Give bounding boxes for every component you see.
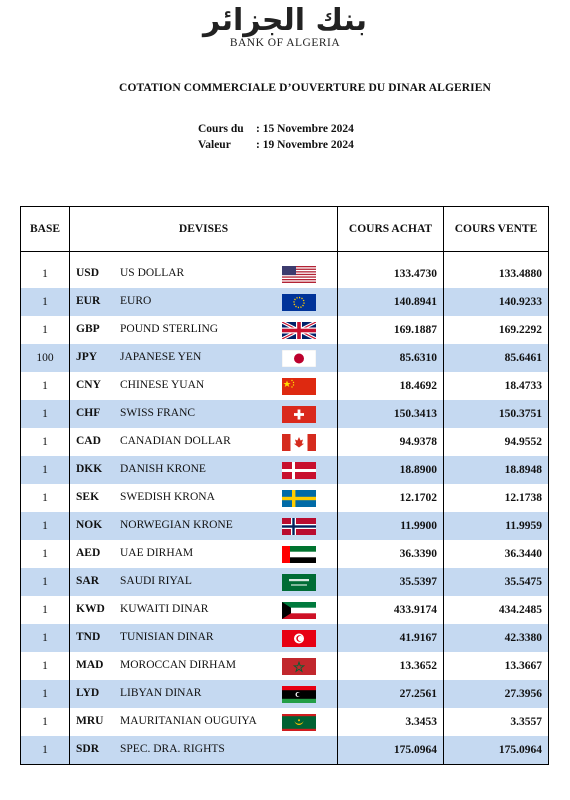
cell-cours-achat: 27.2561 bbox=[338, 680, 444, 708]
currency-name: EURO bbox=[120, 295, 152, 307]
cell-cours-achat: 11.9900 bbox=[338, 512, 444, 540]
table-header-row bbox=[21, 207, 549, 252]
table-row bbox=[21, 372, 549, 400]
table-row bbox=[21, 316, 549, 344]
currency-code: CAD bbox=[76, 435, 101, 447]
cell-cours-vente: 11.9959 bbox=[444, 512, 549, 540]
currency-name: MOROCCAN DIRHAM bbox=[120, 659, 236, 671]
denmark-flag-icon bbox=[282, 462, 316, 479]
currency-code: SDR bbox=[76, 743, 100, 755]
currency-name: DANISH KRONE bbox=[120, 463, 206, 475]
cell-cours-achat: 150.3413 bbox=[338, 400, 444, 428]
cell-devise bbox=[70, 400, 338, 428]
cell-devise bbox=[70, 316, 338, 344]
cell-cours-vente: 42.3380 bbox=[444, 624, 549, 652]
header-cours-vente: COURS VENTE bbox=[444, 207, 549, 252]
currency-code: MRU bbox=[76, 715, 104, 727]
cell-devise bbox=[70, 680, 338, 708]
morocco-flag-icon bbox=[282, 658, 316, 675]
valeur-label: Valeur bbox=[198, 139, 231, 151]
table-row bbox=[21, 400, 549, 428]
mauritania-flag-icon bbox=[282, 714, 316, 731]
currency-code: TND bbox=[76, 631, 101, 643]
cell-base: 1 bbox=[21, 624, 70, 652]
table-row bbox=[21, 624, 549, 652]
cours-label: Cours du bbox=[198, 123, 244, 135]
cell-cours-vente: 36.3440 bbox=[444, 540, 549, 568]
cell-cours-achat: 175.0964 bbox=[338, 736, 444, 765]
cell-devise bbox=[70, 344, 338, 372]
cell-devise bbox=[70, 260, 338, 288]
page-title: COTATION COMMERCIALE D’OUVERTURE DU DINAR ALGERIEN bbox=[119, 82, 491, 94]
tunisia-flag-icon bbox=[282, 630, 316, 647]
cell-cours-achat: 36.3390 bbox=[338, 540, 444, 568]
table-row bbox=[21, 652, 549, 680]
currency-code: CHF bbox=[76, 407, 101, 419]
saudi-flag-icon bbox=[282, 574, 316, 591]
cell-cours-vente: 140.9233 bbox=[444, 288, 549, 316]
cell-devise bbox=[70, 624, 338, 652]
uae-flag-icon bbox=[282, 546, 316, 563]
kuwait-flag-icon bbox=[282, 602, 316, 619]
cell-cours-vente: 133.4880 bbox=[444, 260, 549, 288]
table-row bbox=[21, 344, 549, 372]
currency-code: MAD bbox=[76, 659, 104, 671]
table-row bbox=[21, 736, 549, 765]
cell-base: 1 bbox=[21, 736, 70, 765]
cell-cours-achat: 13.3652 bbox=[338, 652, 444, 680]
valeur-value: : 19 Novembre 2024 bbox=[256, 139, 354, 151]
currency-code: LYD bbox=[76, 687, 100, 699]
cell-base: 1 bbox=[21, 372, 70, 400]
currency-name: JAPANESE YEN bbox=[120, 351, 202, 363]
bank-logo-arabic: بنك الجزائر bbox=[203, 3, 367, 38]
cell-base: 1 bbox=[21, 708, 70, 736]
cell-cours-vente: 18.4733 bbox=[444, 372, 549, 400]
cell-devise bbox=[70, 288, 338, 316]
header-cours-achat: COURS ACHAT bbox=[338, 207, 444, 252]
cell-base: 1 bbox=[21, 484, 70, 512]
japan-flag-icon bbox=[282, 350, 316, 367]
sweden-flag-icon bbox=[282, 490, 316, 507]
cell-cours-vente: 150.3751 bbox=[444, 400, 549, 428]
cell-devise bbox=[70, 512, 338, 540]
china-flag-icon bbox=[282, 378, 316, 395]
cell-cours-vente: 13.3667 bbox=[444, 652, 549, 680]
header-devises: DEVISES bbox=[70, 207, 338, 252]
cell-base: 1 bbox=[21, 260, 70, 288]
cell-cours-vente: 27.3956 bbox=[444, 680, 549, 708]
cell-devise bbox=[70, 596, 338, 624]
cell-base: 1 bbox=[21, 596, 70, 624]
currency-name: TUNISIAN DINAR bbox=[120, 631, 214, 643]
cell-base: 1 bbox=[21, 652, 70, 680]
currency-code: NOK bbox=[76, 519, 103, 531]
currency-code: DKK bbox=[76, 463, 103, 475]
cell-cours-achat: 133.4730 bbox=[338, 260, 444, 288]
cell-devise bbox=[70, 372, 338, 400]
cours-value: : 15 Novembre 2024 bbox=[256, 123, 354, 135]
currency-code: AED bbox=[76, 547, 101, 559]
cell-cours-achat: 18.4692 bbox=[338, 372, 444, 400]
cell-base: 1 bbox=[21, 568, 70, 596]
currency-name: NORWEGIAN KRONE bbox=[120, 519, 233, 531]
currency-name: KUWAITI DINAR bbox=[120, 603, 209, 615]
currency-code: SEK bbox=[76, 491, 100, 503]
rates-table bbox=[20, 206, 549, 765]
currency-code: EUR bbox=[76, 295, 101, 307]
us-flag-icon bbox=[282, 266, 316, 283]
cell-cours-vente: 18.8948 bbox=[444, 456, 549, 484]
table-row bbox=[21, 708, 549, 736]
cell-devise bbox=[70, 736, 338, 765]
cell-cours-vente: 434.2485 bbox=[444, 596, 549, 624]
swiss-flag-icon bbox=[282, 406, 316, 423]
currency-name: SPEC. DRA. RIGHTS bbox=[120, 743, 225, 755]
cell-base: 1 bbox=[21, 456, 70, 484]
currency-code: JPY bbox=[76, 351, 98, 363]
cell-base: 1 bbox=[21, 540, 70, 568]
currency-code: GBP bbox=[76, 323, 100, 335]
currency-name: POUND STERLING bbox=[120, 323, 219, 335]
cell-devise bbox=[70, 456, 338, 484]
currency-name: CHINESE YUAN bbox=[120, 379, 205, 391]
currency-code: CNY bbox=[76, 379, 101, 391]
table-row bbox=[21, 484, 549, 512]
currency-name: US DOLLAR bbox=[120, 267, 185, 279]
cell-base: 1 bbox=[21, 428, 70, 456]
bank-header bbox=[0, 3, 570, 49]
cell-devise bbox=[70, 652, 338, 680]
table-row bbox=[21, 568, 549, 596]
currency-code: KWD bbox=[76, 603, 105, 615]
header-base: BASE bbox=[21, 207, 70, 252]
cell-base: 1 bbox=[21, 316, 70, 344]
currency-code: USD bbox=[76, 267, 100, 279]
cell-cours-achat: 41.9167 bbox=[338, 624, 444, 652]
table-row bbox=[21, 540, 549, 568]
cell-cours-vente: 35.5475 bbox=[444, 568, 549, 596]
currency-name: CANADIAN DOLLAR bbox=[120, 435, 231, 447]
cell-devise bbox=[70, 484, 338, 512]
table-row bbox=[21, 260, 549, 288]
cell-devise bbox=[70, 708, 338, 736]
cell-devise bbox=[70, 428, 338, 456]
bank-logo-english: BANK OF ALGERIA bbox=[229, 37, 341, 49]
currency-name: SAUDI RIYAL bbox=[120, 575, 192, 587]
currency-name: SWEDISH KRONA bbox=[120, 491, 215, 503]
cell-cours-vente: 169.2292 bbox=[444, 316, 549, 344]
table-row bbox=[21, 428, 549, 456]
cell-cours-achat: 169.1887 bbox=[338, 316, 444, 344]
norway-flag-icon bbox=[282, 518, 316, 535]
cell-cours-vente: 12.1738 bbox=[444, 484, 549, 512]
dates-block bbox=[198, 121, 354, 153]
canada-flag-icon bbox=[282, 434, 316, 451]
currency-name: UAE DIRHAM bbox=[120, 547, 194, 559]
currency-name: LIBYAN DINAR bbox=[120, 687, 202, 699]
table-row bbox=[21, 456, 549, 484]
cell-base: 1 bbox=[21, 400, 70, 428]
table-spacer bbox=[21, 252, 549, 261]
uk-flag-icon bbox=[282, 322, 316, 339]
cell-devise bbox=[70, 540, 338, 568]
cell-cours-achat: 94.9378 bbox=[338, 428, 444, 456]
table-row bbox=[21, 512, 549, 540]
cell-cours-vente: 175.0964 bbox=[444, 736, 549, 765]
cell-cours-vente: 85.6461 bbox=[444, 344, 549, 372]
currency-code: SAR bbox=[76, 575, 100, 587]
cell-cours-vente: 3.3557 bbox=[444, 708, 549, 736]
cell-base: 1 bbox=[21, 512, 70, 540]
cell-cours-vente: 94.9552 bbox=[444, 428, 549, 456]
cell-cours-achat: 12.1702 bbox=[338, 484, 444, 512]
currency-name: MAURITANIAN OUGUIYA bbox=[120, 715, 257, 727]
cell-cours-achat: 18.8900 bbox=[338, 456, 444, 484]
cell-devise bbox=[70, 568, 338, 596]
cell-cours-achat: 140.8941 bbox=[338, 288, 444, 316]
currency-name: SWISS FRANC bbox=[120, 407, 196, 419]
table-row bbox=[21, 680, 549, 708]
cell-cours-achat: 433.9174 bbox=[338, 596, 444, 624]
cell-cours-achat: 85.6310 bbox=[338, 344, 444, 372]
table-row bbox=[21, 288, 549, 316]
table-row bbox=[21, 596, 549, 624]
libya-flag-icon bbox=[282, 686, 316, 703]
cell-cours-achat: 3.3453 bbox=[338, 708, 444, 736]
cell-base: 100 bbox=[21, 344, 70, 372]
cell-base: 1 bbox=[21, 680, 70, 708]
cell-base: 1 bbox=[21, 288, 70, 316]
cell-cours-achat: 35.5397 bbox=[338, 568, 444, 596]
eu-flag-icon bbox=[282, 294, 316, 311]
